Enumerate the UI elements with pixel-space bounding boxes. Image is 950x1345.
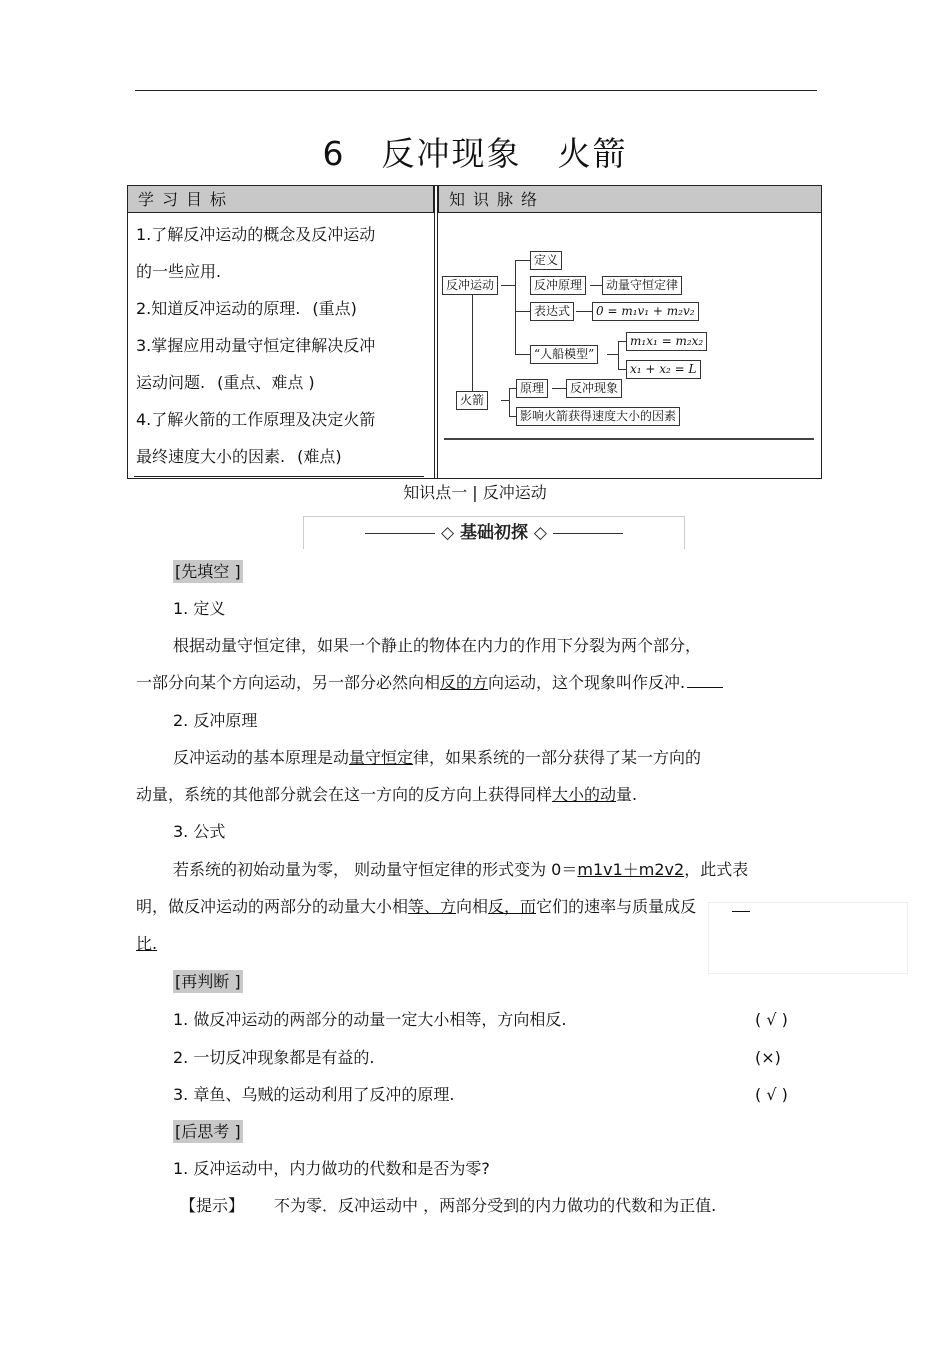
formula-line-3: 比. bbox=[136, 934, 158, 953]
goal-line: 2.知道反冲运动的原理. (重点) bbox=[136, 299, 357, 318]
top-rule bbox=[135, 90, 817, 91]
goal-line: 4.了解火箭的工作原理及决定火箭 bbox=[136, 410, 376, 429]
hint-line bbox=[180, 1196, 716, 1216]
goal-line: 运动问题. (重点、难点 ) bbox=[136, 373, 315, 392]
goal-tag: (重点、难点 ) bbox=[217, 373, 315, 392]
goal-line: 的一些应用. bbox=[136, 262, 222, 281]
goal-line: 最终速度大小的因素. (难点) bbox=[136, 447, 342, 466]
judge-item: 1. 做反冲运动的两部分的动量一定大小相等，方向相反. bbox=[173, 1010, 567, 1029]
formula-line-1: 若系统的初始动量为零， 则动量守恒定律的形式变为 0＝m1v1＋m2v2，此式表 bbox=[173, 860, 749, 879]
column-divider bbox=[434, 186, 438, 478]
goal-line: 3.掌握应用动量守恒定律解决反冲 bbox=[136, 336, 376, 355]
diagram-node-law: 动量守恒定律 bbox=[602, 276, 682, 295]
banner-text: 基础初探 bbox=[460, 523, 528, 543]
title-part1: 反冲现象 bbox=[381, 134, 522, 173]
definition-line-2: 一部分向某个方向运动，另一部分必然向相反的方向运动，这个现象叫作反冲. bbox=[136, 673, 723, 693]
item-heading-definition: 1. 定义 bbox=[173, 599, 226, 618]
judge-item: 3. 章鱼、乌贼的运动利用了反冲的原理. bbox=[173, 1085, 455, 1104]
diagram-node-boat-eq2: x₁ + x₂ = L bbox=[626, 360, 701, 379]
watermark-box bbox=[708, 902, 908, 974]
diagram-node-recoil-phenomenon: 反冲现象 bbox=[566, 379, 622, 398]
think-label: [后思考 ] bbox=[175, 1122, 241, 1141]
objectives-bottom-rule bbox=[134, 476, 424, 477]
title-part2: 火箭 bbox=[557, 134, 628, 173]
principle-line-1: 反冲运动的基本原理是动量守恒定律，如果系统的一部分获得了某一方向的 bbox=[173, 748, 702, 767]
goal-line: 1.了解反冲运动的概念及反冲运动 bbox=[136, 225, 376, 244]
judge-label: [再判断 ] bbox=[175, 972, 241, 991]
diagram-node-boat-eq1: m₁x₁ = m₂x₂ bbox=[626, 332, 707, 351]
definition-line-1: 根据动量守恒定律，如果一个静止的物体在内力的作用下分裂为两个部分， bbox=[173, 636, 702, 655]
diagram-node-root: 反冲运动 bbox=[442, 276, 498, 295]
fill-label: [先填空 ] bbox=[175, 562, 241, 581]
hint-text: 不为零．反冲运动中 ，两部分受到的内力做功的代数和为正值. bbox=[274, 1196, 717, 1215]
diagram-node-definition: 定义 bbox=[530, 251, 562, 270]
diagram-node-boat-model: “人船模型” bbox=[530, 345, 598, 364]
item-heading-formula: 3. 公式 bbox=[173, 822, 226, 841]
goal-tag: (重点) bbox=[312, 299, 357, 318]
diagram-node-expression-value: 0 = m₁v₁ + m₂v₂ bbox=[592, 302, 699, 321]
knowledge-diagram bbox=[440, 248, 720, 428]
principle-line-2: 动量，系统的其他部分就会在这一方向的反方向上获得同样大小的动量. bbox=[136, 785, 638, 804]
diagram-node-expression: 表达式 bbox=[530, 302, 574, 321]
think-question: 1. 反冲运动中，内力做功的代数和是否为零? bbox=[173, 1159, 490, 1178]
judge-item: 2. 一切反冲现象都是有益的. bbox=[173, 1048, 375, 1067]
diagram-node-rocket-principle: 原理 bbox=[516, 379, 548, 398]
diagram-node-rocket-factors: 影响火箭获得速度大小的因素 bbox=[516, 407, 680, 426]
page-title bbox=[0, 128, 950, 175]
judge-mark: (×) bbox=[755, 1048, 781, 1067]
judge-mark: ( √ ) bbox=[755, 1010, 788, 1029]
objectives-table bbox=[127, 185, 822, 479]
diagram-node-rocket: 火箭 bbox=[456, 391, 488, 410]
header-knowledge-map: 知识脉络 bbox=[438, 186, 821, 213]
section-heading: 知识点一 | 反冲运动 bbox=[403, 483, 547, 502]
item-heading-principle: 2. 反冲原理 bbox=[173, 711, 258, 730]
goal-tag: (难点) bbox=[297, 447, 342, 466]
section-banner: ◇ 基础初探 ◇ bbox=[303, 516, 685, 549]
diagram-node-principle: 反冲原理 bbox=[530, 276, 586, 295]
title-number: 6 bbox=[322, 134, 346, 173]
hint-label: 【提示】 bbox=[180, 1196, 245, 1215]
judge-mark: ( √ ) bbox=[755, 1085, 788, 1104]
objectives-list bbox=[136, 216, 428, 475]
header-objectives: 学习目标 bbox=[128, 186, 434, 213]
formula-line-2: 明，做反冲运动的两部分的动量大小相等、方向相反，而它们的速率与质量成反 bbox=[136, 897, 750, 917]
diagram-base-rule bbox=[444, 438, 814, 440]
